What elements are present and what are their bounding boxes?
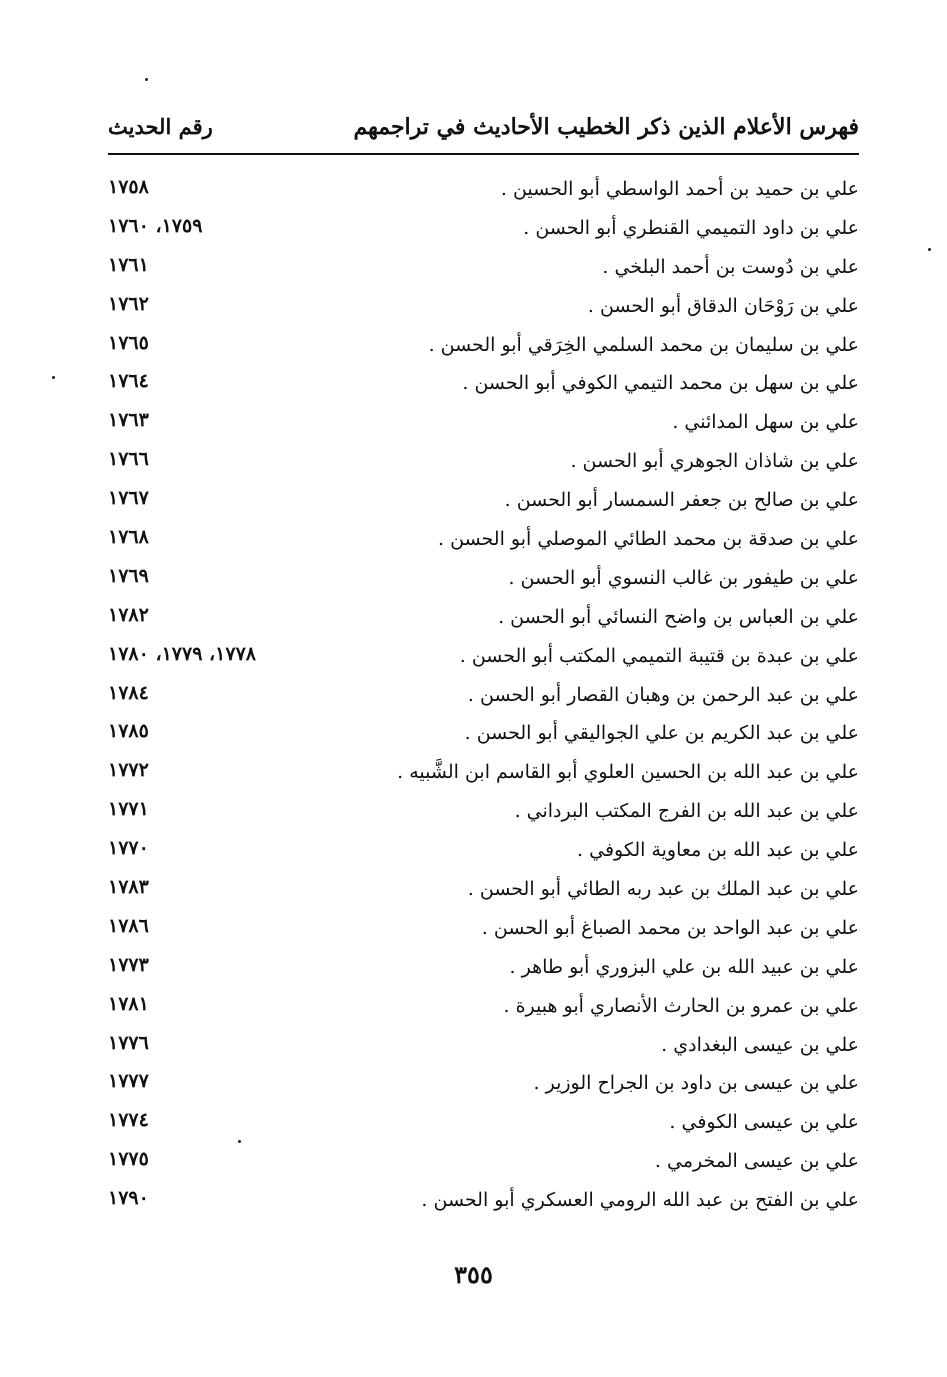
index-entry [108,446,859,485]
index-entry [108,718,859,757]
index-entry [108,485,859,524]
hadith-numbers: ١٧٧٣ [108,953,149,976]
narrator-name: علي بن عبد الله بن معاوية الكوفي . [577,839,859,862]
index-entry [108,174,859,213]
narrator-name: علي بن عبد الكريم بن علي الجواليقي أبو الحسن . [464,722,859,745]
narrator-name: علي بن عبد الله بن الحسين العلوي أبو القاسم ابن الشَّبيه . [397,761,859,784]
index-entry [108,252,859,291]
hadith-numbers: ١٧٦١ [108,253,149,276]
narrator-name: علي بن عمرو بن الحارث الأنصاري أبو هبيرة . [503,994,859,1017]
narrator-name: علي بن داود التميمي القنطري أبو الحسن . [523,216,859,239]
hadith-numbers: ١٧٧٥ [108,1148,149,1171]
narrator-name: علي بن صالح بن جعفر السمسار أبو الحسن . [504,489,859,512]
scan-speck [52,376,55,379]
index-entry [108,874,859,913]
narrator-name: علي بن عيسى الكوفي . [669,1111,859,1134]
index-title: فهرس الأعلام الذين ذكر الخطيب الأحاديث في تراجمهم [353,114,859,140]
page-number: ٣٥٥ [454,1260,493,1289]
running-header [108,108,859,150]
index-entry [108,757,859,796]
narrator-name: علي بن حميد بن أحمد الواسطي أبو الحسين . [500,178,859,200]
scan-speck [238,1140,241,1143]
narrator-name: علي بن صدقة بن محمد الطائي الموصلي أبو الحسن . [438,528,859,551]
index-entry [108,368,859,407]
hadith-numbers: ١٧٧٢ [108,759,149,782]
index-entry [108,1107,859,1146]
index-entry [108,1185,859,1224]
index-entry [108,291,859,330]
index-entry [108,407,859,446]
hadith-numbers: ١٧٦٩ [108,564,149,587]
hadith-numbers: ١٧٨٤ [108,681,149,704]
narrator-name: علي بن دُوست بن أحمد البلخي . [602,255,859,278]
hadith-numbers: ١٧٧٧ [108,1070,149,1093]
index-entry [108,563,859,602]
hadith-numbers: ١٧٧٨، ١٧٧٩، ١٧٨٠ [108,642,256,665]
narrator-name: علي بن سهل المدائني . [672,411,859,434]
hadith-numbers: ١٧٦٦ [108,448,149,471]
hadith-numbers: ١٧٧٦ [108,1031,149,1054]
scan-speck [145,78,148,81]
narrator-name: علي بن رَوْحَان الدقاق أبو الحسن . [587,294,859,317]
scan-speck [928,248,931,251]
narrator-name: علي بن عيسى بن داود بن الجراح الوزير . [533,1072,859,1095]
hadith-numbers: ١٧٧١ [108,798,149,821]
hadith-numbers: ١٧٥٩، ١٧٦٠ [108,214,203,237]
hadith-numbers: ١٧٧٠ [108,837,149,860]
index-entry [108,1068,859,1107]
index-entry [108,641,859,680]
narrator-name: علي بن عيسى المخرمي . [654,1150,859,1173]
hadith-numbers: ١٧٦٣ [108,409,149,432]
index-entry [108,330,859,369]
index-entry [108,1030,859,1069]
hadith-numbers: ١٧٨٥ [108,720,149,743]
index-entry [108,952,859,991]
hadith-number-column-label: رقم الحديث [108,114,213,139]
index-entry [108,602,859,641]
index-entry [108,913,859,952]
narrator-name: علي بن الفتح بن عبد الله الرومي العسكري أبو الحسن . [421,1189,859,1212]
index-entry [108,524,859,563]
narrator-name: علي بن عبد الملك بن عبد ربه الطائي أبو الحسن . [467,878,859,901]
hadith-numbers: ١٧٨٢ [108,603,149,626]
header-divider [108,153,859,155]
hadith-numbers: ١٧٨٦ [108,914,149,937]
hadith-numbers: ١٧٦٤ [108,370,149,393]
hadith-numbers: ١٧٥٨ [108,176,149,198]
index-entry [108,796,859,835]
index-entry [108,1146,859,1185]
narrator-name: علي بن عبيد الله بن علي البزوري أبو طاهر . [509,955,859,978]
index-entry [108,835,859,874]
narrator-name: علي بن عبد الواحد بن محمد الصباغ أبو الحسن . [481,916,859,939]
narrator-name: علي بن شاذان الجوهري أبو الحسن . [570,450,859,473]
hadith-numbers: ١٧٦٢ [108,292,149,315]
narrator-name: علي بن عيسى البغدادي . [661,1033,859,1056]
hadith-numbers: ١٧٧٤ [108,1109,149,1132]
hadith-numbers: ١٧٦٨ [108,526,149,549]
index-entry [108,680,859,719]
narrator-name: علي بن عبد الرحمن بن وهبان القصار أبو الحسن . [467,683,859,706]
hadith-numbers: ١٧٨١ [108,992,149,1015]
hadith-numbers: ١٧٦٥ [108,331,149,354]
hadith-numbers: ١٧٦٧ [108,487,149,510]
index-entries [108,174,859,1224]
narrator-name: علي بن العباس بن واضح النسائي أبو الحسن . [498,605,859,628]
index-entry [108,991,859,1030]
narrator-name: علي بن طيفور بن غالب النسوي أبو الحسن . [508,566,859,589]
hadith-numbers: ١٧٩٠ [108,1187,149,1210]
narrator-name: علي بن سهل بن محمد التيمي الكوفي أبو الحسن . [462,372,859,395]
narrator-name: علي بن عبد الله بن الفرج المكتب البرداني . [514,800,859,823]
index-entry [108,213,859,252]
hadith-numbers: ١٧٨٣ [108,876,149,899]
narrator-name: علي بن سليمان بن محمد السلمي الخِرَقي أبو الحسن . [428,333,859,356]
narrator-name: علي بن عبدة بن قتيبة التميمي المكتب أبو الحسن . [459,644,859,667]
